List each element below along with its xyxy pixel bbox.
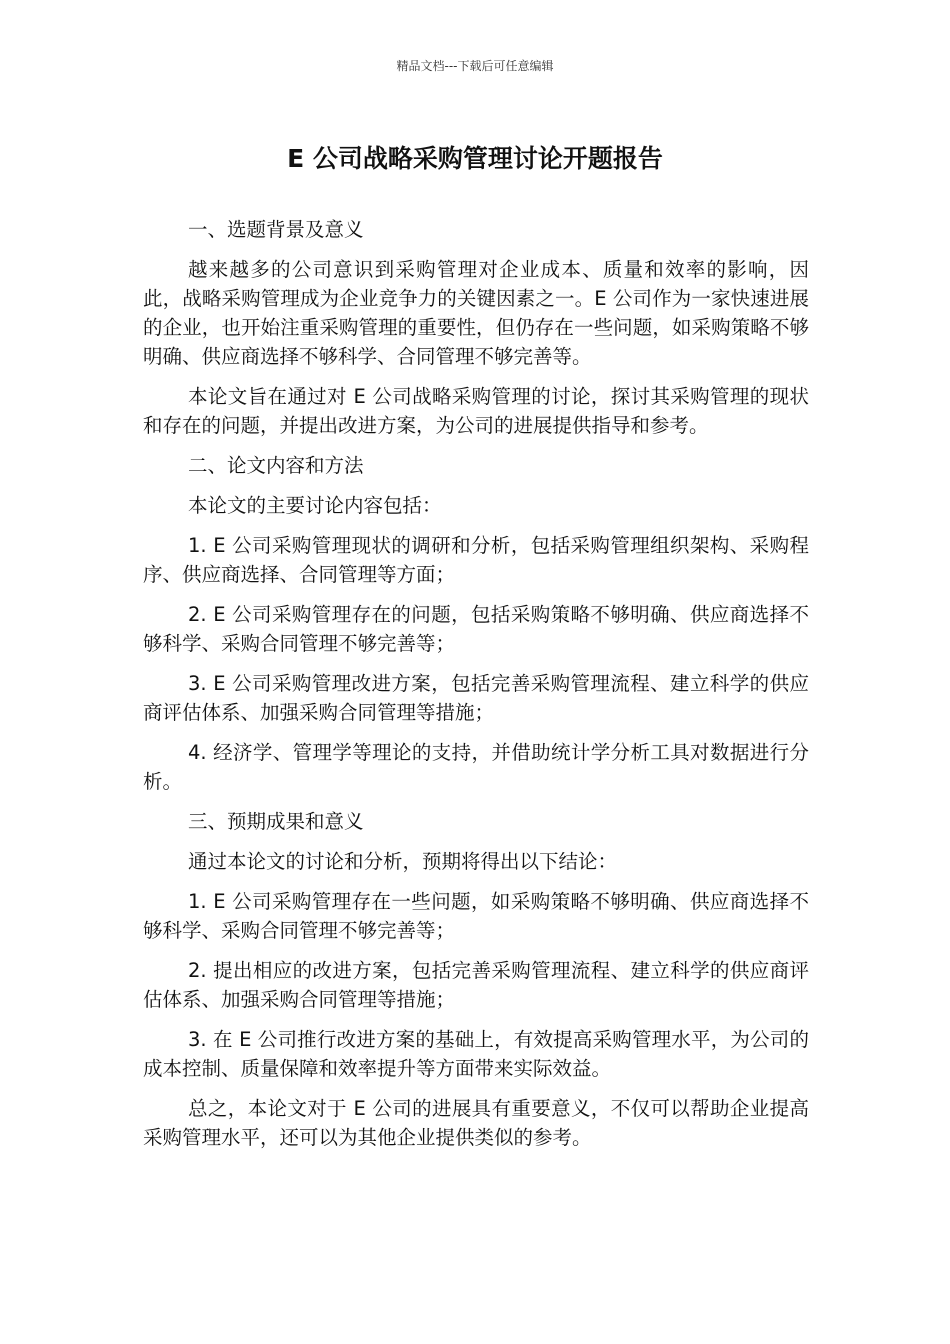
section-heading-background: 一、选题背景及意义 [188,218,364,241]
list-item-result-2: 2. 提出相应的改进方案，包括完善采购管理流程、建立科学的供应商评估体系、加强采购合同管理等措施； [143,959,809,1011]
document-body [143,215,809,1163]
paragraph-conclusion: 总之，本论文对于 E 公司的进展具有重要意义，不仅可以帮助企业提高采购管理水平，还可以为其他企业提供类似的参考。 [143,1097,809,1149]
list-item-content-3: 3. E 公司采购管理改进方案，包括完善采购管理流程、建立科学的供应商评估体系、加强采购合同管理等措施； [143,672,809,724]
paragraph-results-intro: 通过本论文的讨论和分析，预期将得出以下结论： [188,850,618,873]
paragraph-content-intro: 本论文的主要讨论内容包括： [188,494,442,517]
section-heading-expected-results: 三、预期成果和意义 [188,810,364,833]
list-item-content-2: 2. E 公司采购管理存在的问题，包括采购策略不够明确、供应商选择不够科学、采购合同管理不够完善等； [143,603,809,655]
list-item-result-1: 1. E 公司采购管理存在一些问题，如采购策略不够明确、供应商选择不够科学、采购合同管理不够完善等； [143,890,809,942]
list-item-content-4: 4. 经济学、管理学等理论的支持，并借助统计学分析工具对数据进行分析。 [143,741,809,793]
section-heading-content-method: 二、论文内容和方法 [188,454,364,477]
document-title: E 公司战略采购管理讨论开题报告 [287,144,663,173]
header-note: 精品文档---下载后可任意编辑 [396,59,554,73]
list-item-result-3: 3. 在 E 公司推行改进方案的基础上，有效提高采购管理水平，为公司的成本控制、质量保障和效率提升等方面带来实际效益。 [143,1028,809,1080]
paragraph-purpose: 本论文旨在通过对 E 公司战略采购管理的讨论，探讨其采购管理的现状和存在的问题，并提出改进方案，为公司的进展提供指导和参考。 [143,385,809,437]
list-item-content-1: 1. E 公司采购管理现状的调研和分析，包括采购管理组织架构、采购程序、供应商选择、合同管理等方面； [143,534,809,586]
paragraph-background: 越来越多的公司意识到采购管理对企业成本、质量和效率的影响，因此，战略采购管理成为企业竞争力的关键因素之一。E 公司作为一家快速进展的企业，也开始注重采购管理的重要性，但仍存在一些问题，如采购策略不够明确、供应商选择不够科学、合同管理不够完善等。 [143,258,809,368]
